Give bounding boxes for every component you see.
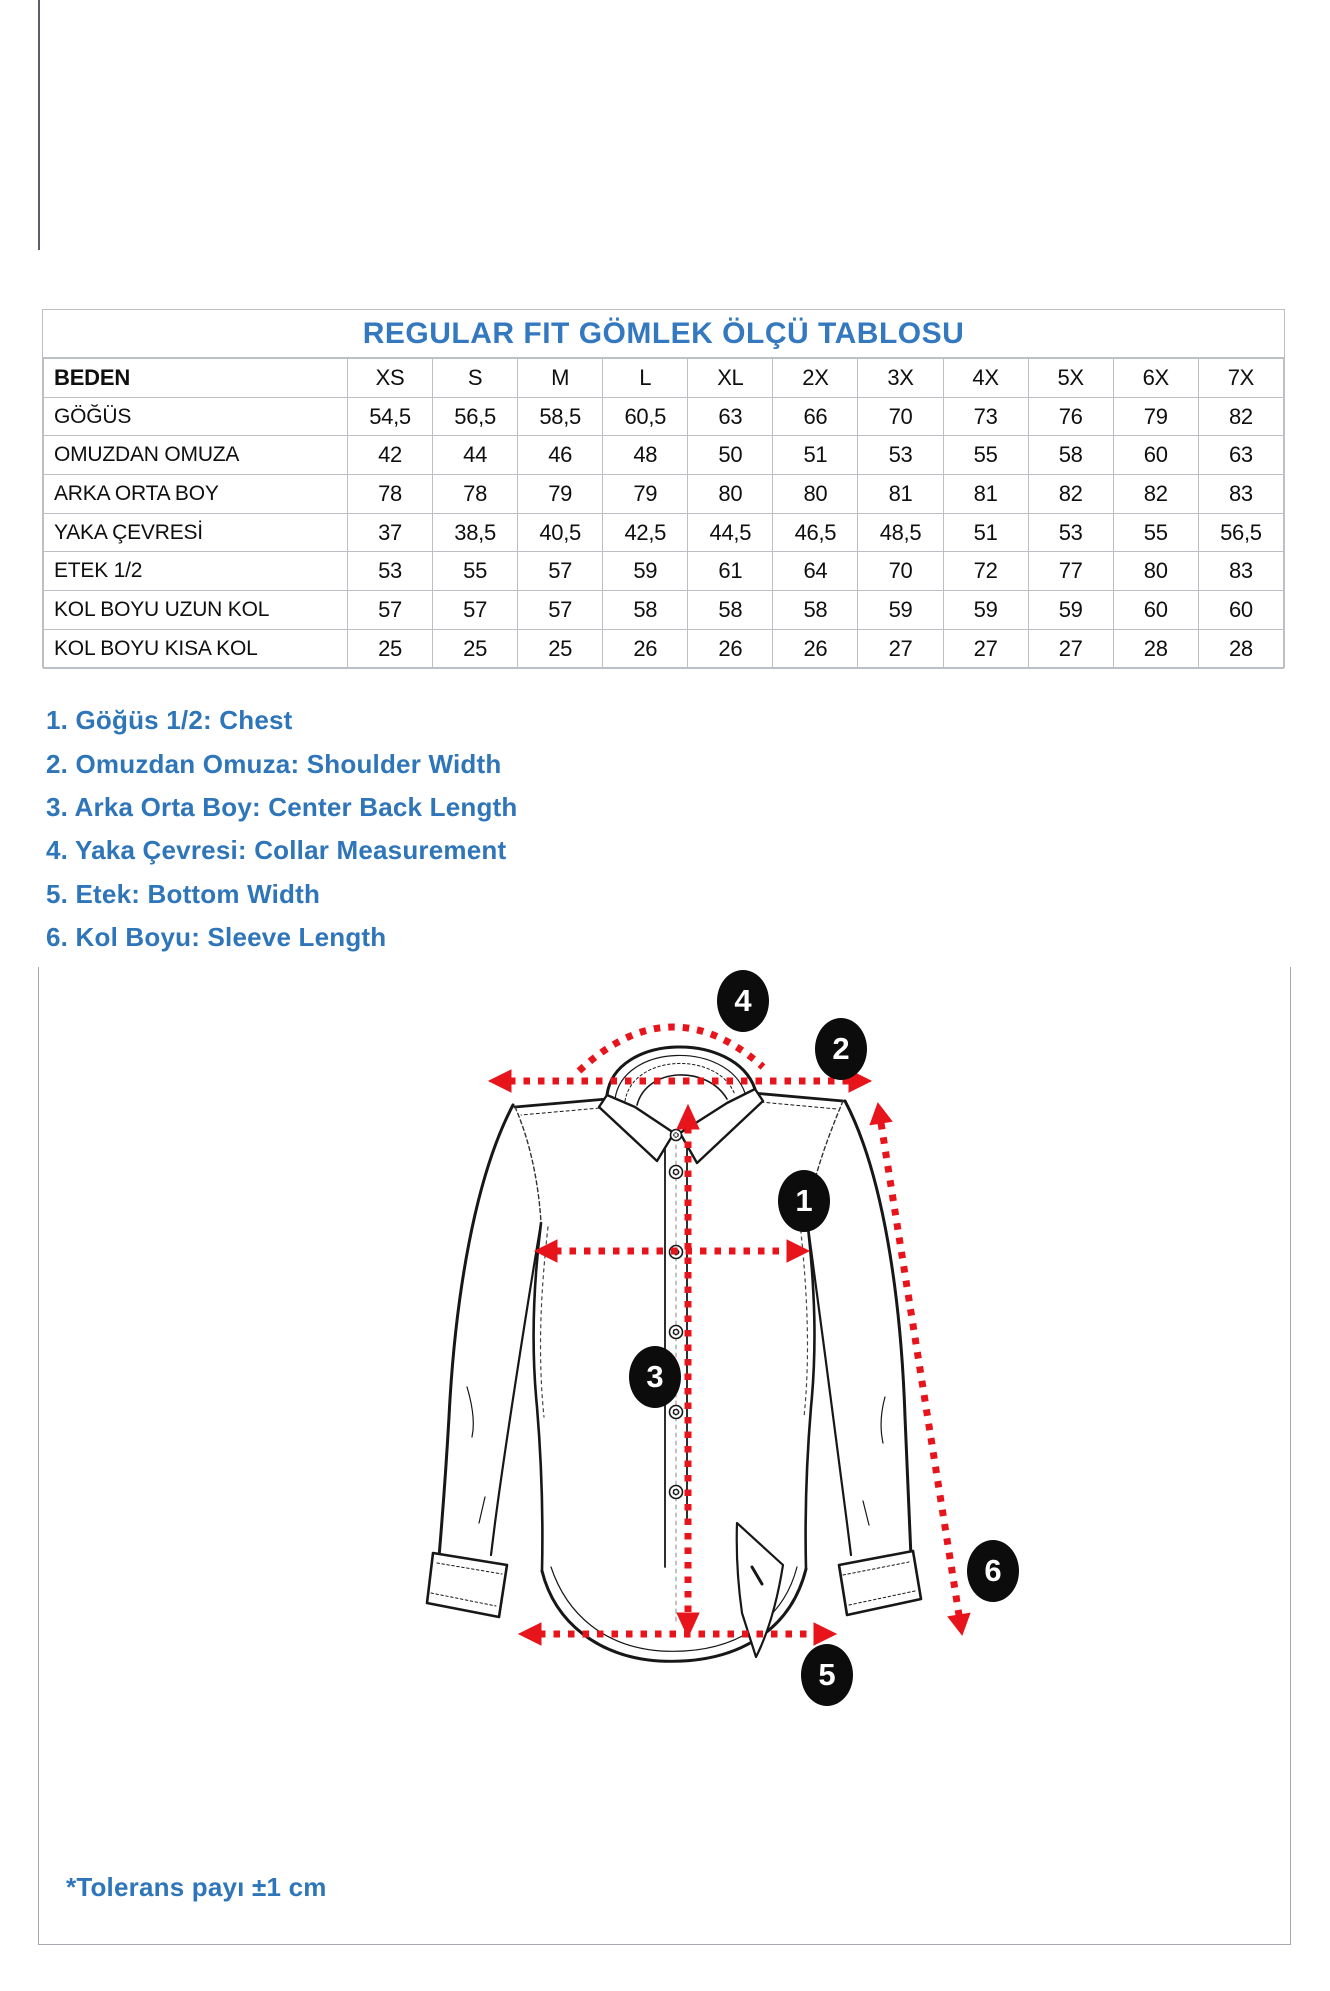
table-cell: 53 [348,552,433,591]
row-label: YAKA ÇEVRESİ [44,513,348,552]
table-row [44,397,1284,436]
size-column-header: 3X [858,359,943,398]
table-cell: 78 [348,475,433,514]
badge-center-back: 3 [629,1346,681,1408]
table-cell: 59 [1028,591,1113,630]
table-cell: 48 [603,436,688,475]
tolerance-footnote: *Tolerans payı ±1 cm [66,1872,327,1902]
size-column-header: M [518,359,603,398]
table-cell: 60 [1113,436,1198,475]
table-cell: 48,5 [858,513,943,552]
size-column-header: 5X [1028,359,1113,398]
table-cell: 80 [688,475,773,514]
table-row [44,629,1284,668]
table-cell: 60 [1113,591,1198,630]
row-label: KOL BOYU UZUN KOL [44,591,348,630]
table-cell: 57 [518,591,603,630]
table-cell: 28 [1113,629,1198,668]
table-cell: 79 [518,475,603,514]
table-cell: 76 [1028,397,1113,436]
table-cell: 44,5 [688,513,773,552]
shirt-measurement-diagram [38,967,1291,1945]
table-cell: 79 [1113,397,1198,436]
badge-shoulder: 2 [815,1018,867,1080]
table-cell: 58,5 [518,397,603,436]
table-row [44,513,1284,552]
measurement-legend [46,699,517,959]
table-cell: 54,5 [348,397,433,436]
table-row [44,475,1284,514]
table-cell: 58 [1028,436,1113,475]
table-cell: 60 [1198,591,1283,630]
legend-item: 6. Kol Boyu: Sleeve Length [46,922,387,953]
table-cell: 70 [858,552,943,591]
size-column-header: 7X [1198,359,1283,398]
badge-bottom-width: 5 [801,1644,853,1706]
page-border-fragment [38,0,40,250]
table-cell: 83 [1198,475,1283,514]
badge-sleeve: 6 [967,1540,1019,1602]
table-cell: 82 [1198,397,1283,436]
table-cell: 58 [773,591,858,630]
table-cell: 25 [518,629,603,668]
table-cell: 56,5 [433,397,518,436]
table-cell: 37 [348,513,433,552]
size-column-header: S [433,359,518,398]
table-cell: 81 [943,475,1028,514]
table-cell: 80 [773,475,858,514]
table-cell: 80 [1113,552,1198,591]
row-label: ARKA ORTA BOY [44,475,348,514]
table-cell: 28 [1198,629,1283,668]
table-cell: 78 [433,475,518,514]
size-chart [42,309,1285,668]
table-cell: 53 [1028,513,1113,552]
table-cell: 72 [943,552,1028,591]
row-label: GÖĞÜS [44,397,348,436]
table-cell: 46 [518,436,603,475]
table-cell: 79 [603,475,688,514]
table-row [44,552,1284,591]
size-column-header: L [603,359,688,398]
table-cell: 27 [1028,629,1113,668]
table-cell: 27 [858,629,943,668]
table-cell: 55 [943,436,1028,475]
shirt-technical-drawing [39,967,1292,1945]
size-table [43,358,1284,669]
row-label: KOL BOYU KISA KOL [44,629,348,668]
size-column-header: XL [688,359,773,398]
table-cell: 63 [1198,436,1283,475]
row-label: BEDEN [44,359,348,398]
table-cell: 55 [433,552,518,591]
table-cell: 46,5 [773,513,858,552]
table-cell: 61 [688,552,773,591]
table-cell: 73 [943,397,1028,436]
table-cell: 57 [433,591,518,630]
table-cell: 58 [688,591,773,630]
badge-collar: 4 [717,970,769,1032]
table-cell: 82 [1113,475,1198,514]
table-cell: 57 [348,591,433,630]
legend-item: 4. Yaka Çevresi: Collar Measurement [46,835,507,866]
table-cell: 64 [773,552,858,591]
size-header-row [44,359,1284,398]
table-cell: 26 [603,629,688,668]
table-cell: 53 [858,436,943,475]
table-cell: 38,5 [433,513,518,552]
size-column-header: 2X [773,359,858,398]
legend-item: 3. Arka Orta Boy: Center Back Length [46,791,518,822]
table-cell: 81 [858,475,943,514]
table-row [44,591,1284,630]
table-cell: 42 [348,436,433,475]
table-cell: 40,5 [518,513,603,552]
table-cell: 55 [1113,513,1198,552]
table-cell: 60,5 [603,397,688,436]
row-label: ETEK 1/2 [44,552,348,591]
table-cell: 59 [858,591,943,630]
table-cell: 59 [603,552,688,591]
table-cell: 82 [1028,475,1113,514]
row-label: OMUZDAN OMUZA [44,436,348,475]
legend-item: 5. Etek: Bottom Width [46,878,321,909]
table-cell: 27 [943,629,1028,668]
table-cell: 83 [1198,552,1283,591]
size-chart-title: REGULAR FIT GÖMLEK ÖLÇÜ TABLOSU [43,310,1284,358]
table-cell: 57 [518,552,603,591]
table-cell: 26 [773,629,858,668]
badge-chest: 1 [778,1170,830,1232]
size-column-header: 4X [943,359,1028,398]
table-cell: 51 [943,513,1028,552]
table-cell: 42,5 [603,513,688,552]
table-cell: 59 [943,591,1028,630]
table-cell: 77 [1028,552,1113,591]
table-cell: 25 [433,629,518,668]
table-cell: 26 [688,629,773,668]
table-cell: 56,5 [1198,513,1283,552]
table-cell: 44 [433,436,518,475]
size-column-header: XS [348,359,433,398]
table-cell: 51 [773,436,858,475]
table-cell: 50 [688,436,773,475]
table-cell: 25 [348,629,433,668]
legend-item: 2. Omuzdan Omuza: Shoulder Width [46,748,502,779]
size-column-header: 6X [1113,359,1198,398]
table-cell: 66 [773,397,858,436]
table-cell: 63 [688,397,773,436]
legend-item: 1. Göğüs 1/2: Chest [46,705,293,736]
table-cell: 58 [603,591,688,630]
table-cell: 70 [858,397,943,436]
table-row [44,436,1284,475]
